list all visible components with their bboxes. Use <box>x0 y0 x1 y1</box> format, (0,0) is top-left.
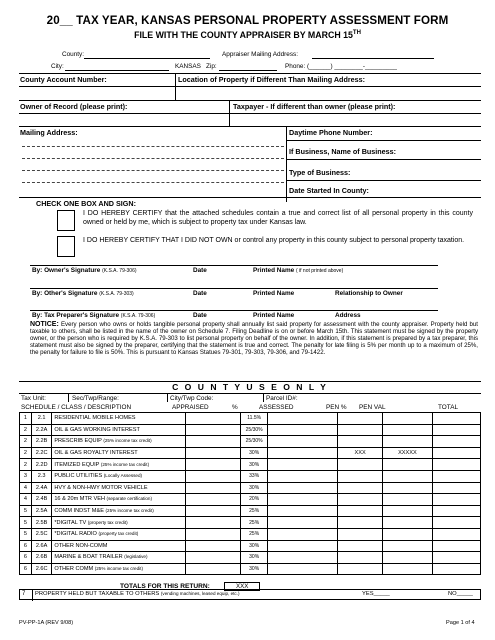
owner-sig-ref: (K.S.A. 79-306) <box>102 268 137 274</box>
sched-number: 2 <box>20 424 32 436</box>
pen-pct-cell[interactable] <box>338 505 382 517</box>
sched-number: 5 <box>20 528 32 540</box>
pct-cell: 30% <box>241 540 267 552</box>
appraiser-mailing-label: Appraiser Mailing Address: <box>222 51 299 58</box>
class-code: 2.2B <box>31 436 51 448</box>
sched-number: 2 <box>20 447 32 459</box>
other-sig-text: By: Other's Signature <box>32 290 98 297</box>
appraised-cell[interactable] <box>186 436 241 448</box>
date-label-1: Date <box>193 267 207 274</box>
pct-cell: 30% <box>241 459 267 471</box>
table-row <box>20 540 481 552</box>
certify-option-2: I DO HEREBY CERTIFY THAT I DID NOT OWN or control any property in this county subject to personal property taxation. <box>83 237 465 244</box>
pct-cell: 11.5% <box>241 413 267 425</box>
preparer-signature-label <box>32 312 155 319</box>
assessed-cell[interactable] <box>267 459 338 471</box>
pen-pct-cell[interactable] <box>338 517 382 529</box>
pen-pct-cell[interactable] <box>338 470 382 482</box>
total-cell[interactable] <box>433 424 481 436</box>
class-desc-note: (separate certification) <box>106 496 152 502</box>
table-row <box>20 447 481 459</box>
sched-number: 4 <box>20 482 32 494</box>
sched-number: 6 <box>20 552 32 564</box>
class-desc-text: *DIGITAL RADIO <box>54 531 97 538</box>
class-desc-note: (25% income tax credit) <box>105 508 154 514</box>
totals-pct: XXX <box>236 583 249 590</box>
pen-pct-cell[interactable] <box>338 459 382 471</box>
notice-paragraph <box>30 321 478 356</box>
sched-number: 2 <box>20 459 32 471</box>
county-label: County: <box>62 51 85 58</box>
pen-pct-cell[interactable] <box>338 540 382 552</box>
page-number: Page 1 of 4 <box>446 620 475 626</box>
pen-pct-cell[interactable] <box>338 494 382 506</box>
subtitle-sup: TH <box>352 30 361 37</box>
sched-number: 6 <box>20 563 32 575</box>
pct-cell: 30% <box>241 563 267 575</box>
pen-val-cell[interactable] <box>382 494 432 506</box>
pen-val-cell[interactable] <box>382 517 432 529</box>
total-cell[interactable] <box>433 494 481 506</box>
total-cell[interactable] <box>433 436 481 448</box>
pen-val-cell[interactable] <box>382 482 432 494</box>
pen-pct-cell[interactable] <box>338 552 382 564</box>
assessed-cell[interactable] <box>267 505 338 517</box>
subtitle-text: FILE WITH THE COUNTY APPRAISER BY MARCH 15 <box>134 30 353 40</box>
total-cell[interactable] <box>433 505 481 517</box>
class-description <box>52 528 186 540</box>
taxpayer-field[interactable] <box>230 114 481 126</box>
pen-pct-cell[interactable] <box>338 413 382 425</box>
mailing-address-label: Mailing Address: <box>20 128 78 137</box>
class-description <box>52 552 186 564</box>
class-code: 2.5B <box>31 517 51 529</box>
class-desc-text: PUBLIC UTILITIES <box>54 473 103 480</box>
assessed-cell[interactable] <box>267 447 338 459</box>
total-cell[interactable] <box>433 470 481 482</box>
appraised-cell[interactable] <box>186 459 241 471</box>
pen-pct-cell[interactable] <box>338 482 382 494</box>
class-desc-text: OIL & GAS WORKING INTEREST <box>54 426 140 433</box>
date-started-label: Date Started In County: <box>289 186 369 195</box>
class-desc-text: RESIDENTIAL MOBILE HOMES <box>54 415 136 422</box>
sched-number: 5 <box>20 505 32 517</box>
appraised-cell[interactable] <box>186 413 241 425</box>
table-row <box>20 494 481 506</box>
class-description <box>52 459 186 471</box>
table-row <box>20 436 481 448</box>
printed-name-1-note: ( if not printed above) <box>295 268 344 274</box>
class-desc-text: MARINE & BOAT TRAILER <box>54 554 123 561</box>
class-description <box>52 505 186 517</box>
pen-pct-cell[interactable] <box>338 424 382 436</box>
col-assessed-header: ASSESSED <box>259 404 294 411</box>
form-title: 20__ TAX YEAR, KANSAS PERSONAL PROPERTY ASSESSMENT FORM <box>46 14 449 27</box>
class-desc-text: 16 & 20m MTR VEH <box>54 496 105 503</box>
class-code: 2.2C <box>31 447 51 459</box>
class-code: 2.4A <box>31 482 51 494</box>
preparer-sig-text: By: Tax Preparer's Signature <box>32 312 119 319</box>
class-desc-text: ITEMIZED EQUIP <box>54 461 100 468</box>
appraised-cell[interactable] <box>186 470 241 482</box>
county-line[interactable] <box>84 58 210 59</box>
col-total-header: TOTAL <box>438 404 459 411</box>
pct-cell: 30% <box>241 447 267 459</box>
class-description <box>52 494 186 506</box>
preparer-sig-ref: (K.S.A. 79-306) <box>120 313 156 319</box>
total-cell[interactable] <box>433 413 481 425</box>
owner-signature-field[interactable] <box>30 248 438 265</box>
owner-field[interactable] <box>19 114 229 126</box>
sec-twp-range-label: Sec/Twp/Range: <box>72 395 119 402</box>
certify-checkbox-1[interactable] <box>57 210 75 231</box>
class-desc-text: HVY & NON-HWY MOTOR VEHICLE <box>54 484 148 491</box>
pen-val-cell[interactable] <box>382 470 432 482</box>
class-code: 2.2A <box>31 424 51 436</box>
appraised-cell[interactable] <box>186 424 241 436</box>
class-desc-text: OTHER NON-COMM <box>54 542 108 549</box>
appraised-cell[interactable] <box>186 540 241 552</box>
owner-label: Owner of Record (please print): <box>20 102 128 111</box>
col-class-header: SCHEDULE / CLASS / DESCRIPTION <box>21 404 132 411</box>
class-desc-text: OTHER COMM <box>54 566 94 573</box>
parcel-id-label: Parcel ID#: <box>266 395 298 402</box>
pen-pct-cell[interactable] <box>338 436 382 448</box>
date-label-2: Date <box>193 290 207 297</box>
class-code: 2.6B <box>31 552 51 564</box>
col-pen-pct-header: PEN % <box>326 404 347 411</box>
sched-number: 2 <box>20 436 32 448</box>
appraised-cell[interactable] <box>186 447 241 459</box>
class-code: 2.5C <box>31 528 51 540</box>
class-desc-text: COMM INDST M&E <box>54 508 104 515</box>
printed-name-label-3: Printed Name <box>253 312 295 319</box>
daytime-phone-label: Daytime Phone Number: <box>289 128 373 137</box>
relationship-label: Relationship to Owner <box>335 290 403 297</box>
assessed-cell[interactable] <box>267 482 338 494</box>
class-desc-note: (25% income tax credit) <box>94 566 143 572</box>
preparer-signature-field[interactable] <box>30 295 438 310</box>
sched-number: 5 <box>20 517 32 529</box>
appraised-cell[interactable] <box>186 494 241 506</box>
class-description <box>52 447 186 459</box>
city-line[interactable] <box>65 70 169 71</box>
appraised-cell[interactable] <box>186 528 241 540</box>
table-row <box>20 413 481 425</box>
pct-cell: 25% <box>241 505 267 517</box>
taxpayer-label: Taxpayer - If different than owner (please print): <box>233 102 396 111</box>
appraised-cell[interactable] <box>186 563 241 575</box>
row7-text <box>35 591 240 597</box>
class-code: 2.2D <box>31 459 51 471</box>
class-code: 2.5A <box>31 505 51 517</box>
address-label: Address <box>335 312 361 319</box>
location-label: Location of Property if Different Than Mailing Address: <box>178 75 366 84</box>
class-description <box>52 563 186 575</box>
table-row <box>20 470 481 482</box>
pct-cell: 25/30% <box>241 436 267 448</box>
schedule-table <box>19 412 481 575</box>
col-appraised-header: APPRAISED <box>172 404 209 411</box>
printed-name-label-2: Printed Name <box>253 290 295 297</box>
total-cell[interactable] <box>433 517 481 529</box>
assessed-cell[interactable] <box>267 494 338 506</box>
col-pct-header: % <box>232 404 238 411</box>
pen-val-cell[interactable] <box>382 424 432 436</box>
check-one-heading: CHECK ONE BOX AND SIGN: <box>36 199 136 208</box>
class-desc-note: (Locally Assessed) <box>103 473 143 479</box>
class-description <box>52 424 186 436</box>
date-label-3: Date <box>193 312 207 319</box>
class-desc-text: PRESCRIB EQUIP <box>54 438 102 445</box>
class-code: 2.3 <box>31 470 51 482</box>
table-row <box>20 482 481 494</box>
assessed-cell[interactable] <box>267 470 338 482</box>
total-cell[interactable] <box>433 482 481 494</box>
pct-cell: 25/30% <box>241 424 267 436</box>
assessed-cell[interactable] <box>267 552 338 564</box>
pen-pct-cell[interactable] <box>338 563 382 575</box>
tax-unit-label: Tax Unit: <box>21 395 46 402</box>
pct-cell: 25% <box>241 528 267 540</box>
printed-name-1-text: Printed Name <box>253 267 295 274</box>
county-account-field[interactable] <box>19 87 175 99</box>
owner-sig-text: By: Owner's Signature <box>32 267 101 274</box>
pen-val-cell[interactable] <box>382 436 432 448</box>
row7-no[interactable]: NO_____ <box>448 591 473 597</box>
class-description <box>52 413 186 425</box>
form-id: PV-PP-1A (REV 9/08) <box>19 620 74 626</box>
pct-cell: 30% <box>241 482 267 494</box>
phone-label[interactable]: Phone: (______) ________-_________ <box>285 63 397 70</box>
appraised-cell[interactable] <box>186 482 241 494</box>
table-row <box>20 528 481 540</box>
pct-cell: 33% <box>241 470 267 482</box>
sched-number: 4 <box>20 494 32 506</box>
pen-pct-cell[interactable] <box>338 528 382 540</box>
table-row <box>20 517 481 529</box>
pen-val-cell[interactable] <box>382 505 432 517</box>
appraised-cell[interactable] <box>186 517 241 529</box>
pen-val-cell[interactable] <box>382 459 432 471</box>
total-cell[interactable] <box>433 528 481 540</box>
class-desc-text: *DIGITAL TV <box>54 519 87 526</box>
table-row <box>20 505 481 517</box>
assessed-cell[interactable] <box>267 436 338 448</box>
row7-number: 7 <box>22 591 26 597</box>
zip-line[interactable] <box>219 70 277 71</box>
sched-number: 6 <box>20 540 32 552</box>
class-desc-note: (25% income tax credit) <box>103 438 152 444</box>
total-cell[interactable] <box>433 459 481 471</box>
business-name-label: If Business, Name of Business: <box>289 147 397 156</box>
pen-val-cell[interactable] <box>382 563 432 575</box>
row7-yes[interactable]: YES_____ <box>362 591 390 597</box>
totals-label: TOTALS FOR THIS RETURN: <box>120 583 210 590</box>
appraiser-mailing-line[interactable] <box>312 58 434 59</box>
pen-val-cell[interactable] <box>382 552 432 564</box>
assessed-cell[interactable] <box>267 540 338 552</box>
sched-number: 1 <box>20 413 32 425</box>
class-description <box>52 482 186 494</box>
table-row <box>20 459 481 471</box>
class-desc-note: (25% income tax credit) <box>100 461 150 467</box>
table-row <box>20 563 481 575</box>
class-desc-note: (property tax credit) <box>98 531 139 537</box>
mailing-address-field[interactable] <box>22 140 284 198</box>
total-cell[interactable] <box>433 552 481 564</box>
county-use-banner: C O U N T Y U S E O N L Y <box>172 382 328 392</box>
assessed-cell[interactable] <box>267 517 338 529</box>
col-pen-val-header: PEN VAL <box>359 404 386 411</box>
total-cell[interactable] <box>433 563 481 575</box>
row7-desc: PROPERTY HELD BUT TAXABLE TO OTHERS <box>35 591 160 597</box>
table-row <box>20 552 481 564</box>
other-signature-field[interactable] <box>30 272 438 288</box>
class-code: 2.1 <box>31 413 51 425</box>
class-description <box>52 517 186 529</box>
pen-val-cell[interactable] <box>382 540 432 552</box>
pen-val-cell[interactable]: XXXXX <box>382 447 432 459</box>
class-description <box>52 436 186 448</box>
state-value: KANSAS <box>175 63 201 70</box>
assessed-cell[interactable] <box>267 563 338 575</box>
total-cell[interactable] <box>433 447 481 459</box>
class-desc-note: (legislative) <box>124 554 148 560</box>
location-field[interactable] <box>176 87 481 99</box>
class-description <box>52 540 186 552</box>
notice-text: Every person who owns or holds tangible personal property shall annually list said property for assessment with the county appraiser. Property held but taxable to others, shall be listed in the name of the owner on Schedule 7. Filing Deadline is on or before March 15th. This statement must be signed by the property owner, or the person who is required by K.S.A. 79-303 to list personal property on behalf of the owner. In addition, if this statement is prepared by a tax preparer, this statement must also be signed by the preparer, certifying that the statement is true and correct. The penalty for late filing is 5% per month up to a maximum of 25%, the penalty for failure to file is 50%. This is pursuant to Kansas Statues 79-301, 79-303, 79-306, and 79-1422. <box>30 321 478 357</box>
assessed-cell[interactable] <box>267 413 338 425</box>
appraised-cell[interactable] <box>186 505 241 517</box>
assessed-cell[interactable] <box>267 424 338 436</box>
city-twp-code-label: City/Twp Code: <box>170 395 214 402</box>
class-code: 2.6C <box>31 563 51 575</box>
assessed-cell[interactable] <box>267 528 338 540</box>
pen-val-cell[interactable] <box>382 528 432 540</box>
pct-cell: 30% <box>241 552 267 564</box>
pct-cell: 25% <box>241 517 267 529</box>
other-sig-ref: (K.S.A. 79-303) <box>99 291 134 297</box>
appraised-cell[interactable] <box>186 552 241 564</box>
zip-label: Zip: <box>206 63 217 70</box>
business-type-label: Type of Business: <box>289 168 351 177</box>
pct-cell: 20% <box>241 494 267 506</box>
city-label: City: <box>51 63 64 70</box>
form-subtitle <box>0 30 495 40</box>
class-desc-note: (property tax credit) <box>87 519 128 525</box>
certify-option-1: I DO HEREBY CERTIFY that the attached schedules contain a true and correct list of all personal property in this county owned or held by me, which is subject to property tax under Kansas law. <box>83 210 473 226</box>
county-account-label: County Account Number: <box>20 75 107 84</box>
class-description <box>52 470 186 482</box>
class-code: 2.6A <box>31 540 51 552</box>
total-cell[interactable] <box>433 540 481 552</box>
row7-note: (vending machines, leased equip, etc.) <box>160 591 240 596</box>
pen-pct-cell[interactable]: XXX <box>338 447 382 459</box>
sched-number: 3 <box>20 470 32 482</box>
pen-val-cell[interactable] <box>382 413 432 425</box>
class-desc-text: OIL & GAS ROYALTY INTEREST <box>54 450 138 457</box>
class-code: 2.4B <box>31 494 51 506</box>
notice-label: NOTICE: <box>30 321 59 328</box>
table-row <box>20 424 481 436</box>
